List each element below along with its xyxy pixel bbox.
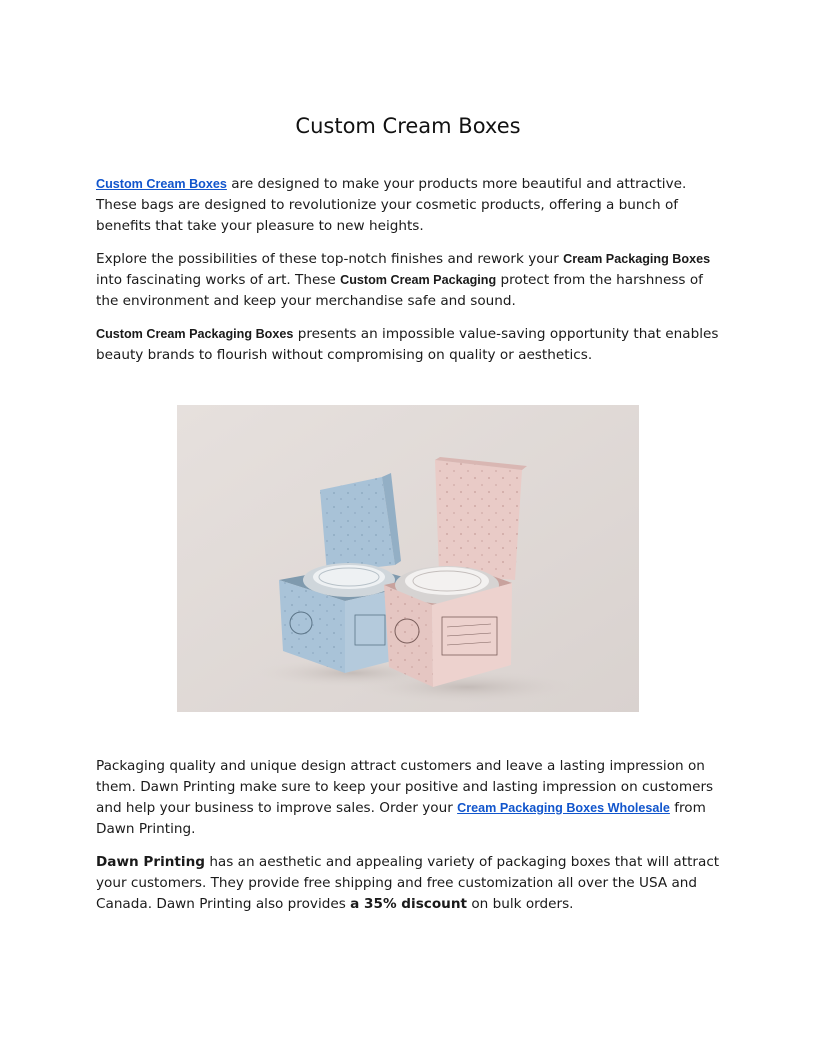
intro-section — [96, 174, 722, 378]
product-photo — [177, 405, 639, 712]
custom-cream-boxes-link[interactable]: Custom Cream Boxes — [96, 177, 227, 191]
bold-term: Custom Cream Packaging Boxes — [96, 327, 294, 341]
wholesale-link[interactable]: Cream Packaging Boxes Wholesale — [457, 801, 670, 815]
bold-term: Cream Packaging Boxes — [563, 252, 711, 266]
paragraph-finishes — [96, 249, 722, 312]
paragraph-text: protect from the harshness of the environment and keep your merchandise safe and sound. — [96, 272, 703, 309]
bold-term: Dawn Printing — [96, 854, 205, 870]
discount-text: a 35% discount — [350, 896, 468, 912]
paragraph-text: presents an impossible value-saving opportunity that enables beauty brands to flourish without compromising on quality or aesthetics. — [96, 326, 719, 363]
paragraph-quality — [96, 756, 722, 840]
paragraph-text: from Dawn Printing. — [96, 800, 706, 837]
paragraph-value — [96, 324, 722, 366]
paragraph-text: on bulk orders. — [467, 896, 574, 912]
paragraph-text: Explore the possibilities of these top-notch finishes and rework your — [96, 251, 564, 267]
paragraph-intro — [96, 174, 722, 237]
paragraph-text: are designed to make your products more beautiful and attractive. These bags are designed to revolutionize your cosmetic products, offering a bunch of benefits that take your pleasure to new heights. — [96, 176, 687, 234]
outro-section — [96, 756, 722, 927]
paragraph-text: has an aesthetic and appealing variety of packaging boxes that will attract your customers. They provide free shipping and free customization all over the USA and Canada. Dawn Printing also provides — [96, 854, 720, 912]
page-title: Custom Cream Boxes — [295, 114, 521, 138]
bold-term: Custom Cream Packaging — [340, 273, 497, 287]
paragraph-dawn-printing — [96, 852, 722, 915]
paragraph-text: Packaging quality and unique design attract customers and leave a lasting impression on them. Dawn Printing make sure to keep your positive and lasting impression on customers and help your business to improve sales. Order your — [96, 758, 714, 816]
paragraph-text: into fascinating works of art. These — [96, 272, 341, 288]
